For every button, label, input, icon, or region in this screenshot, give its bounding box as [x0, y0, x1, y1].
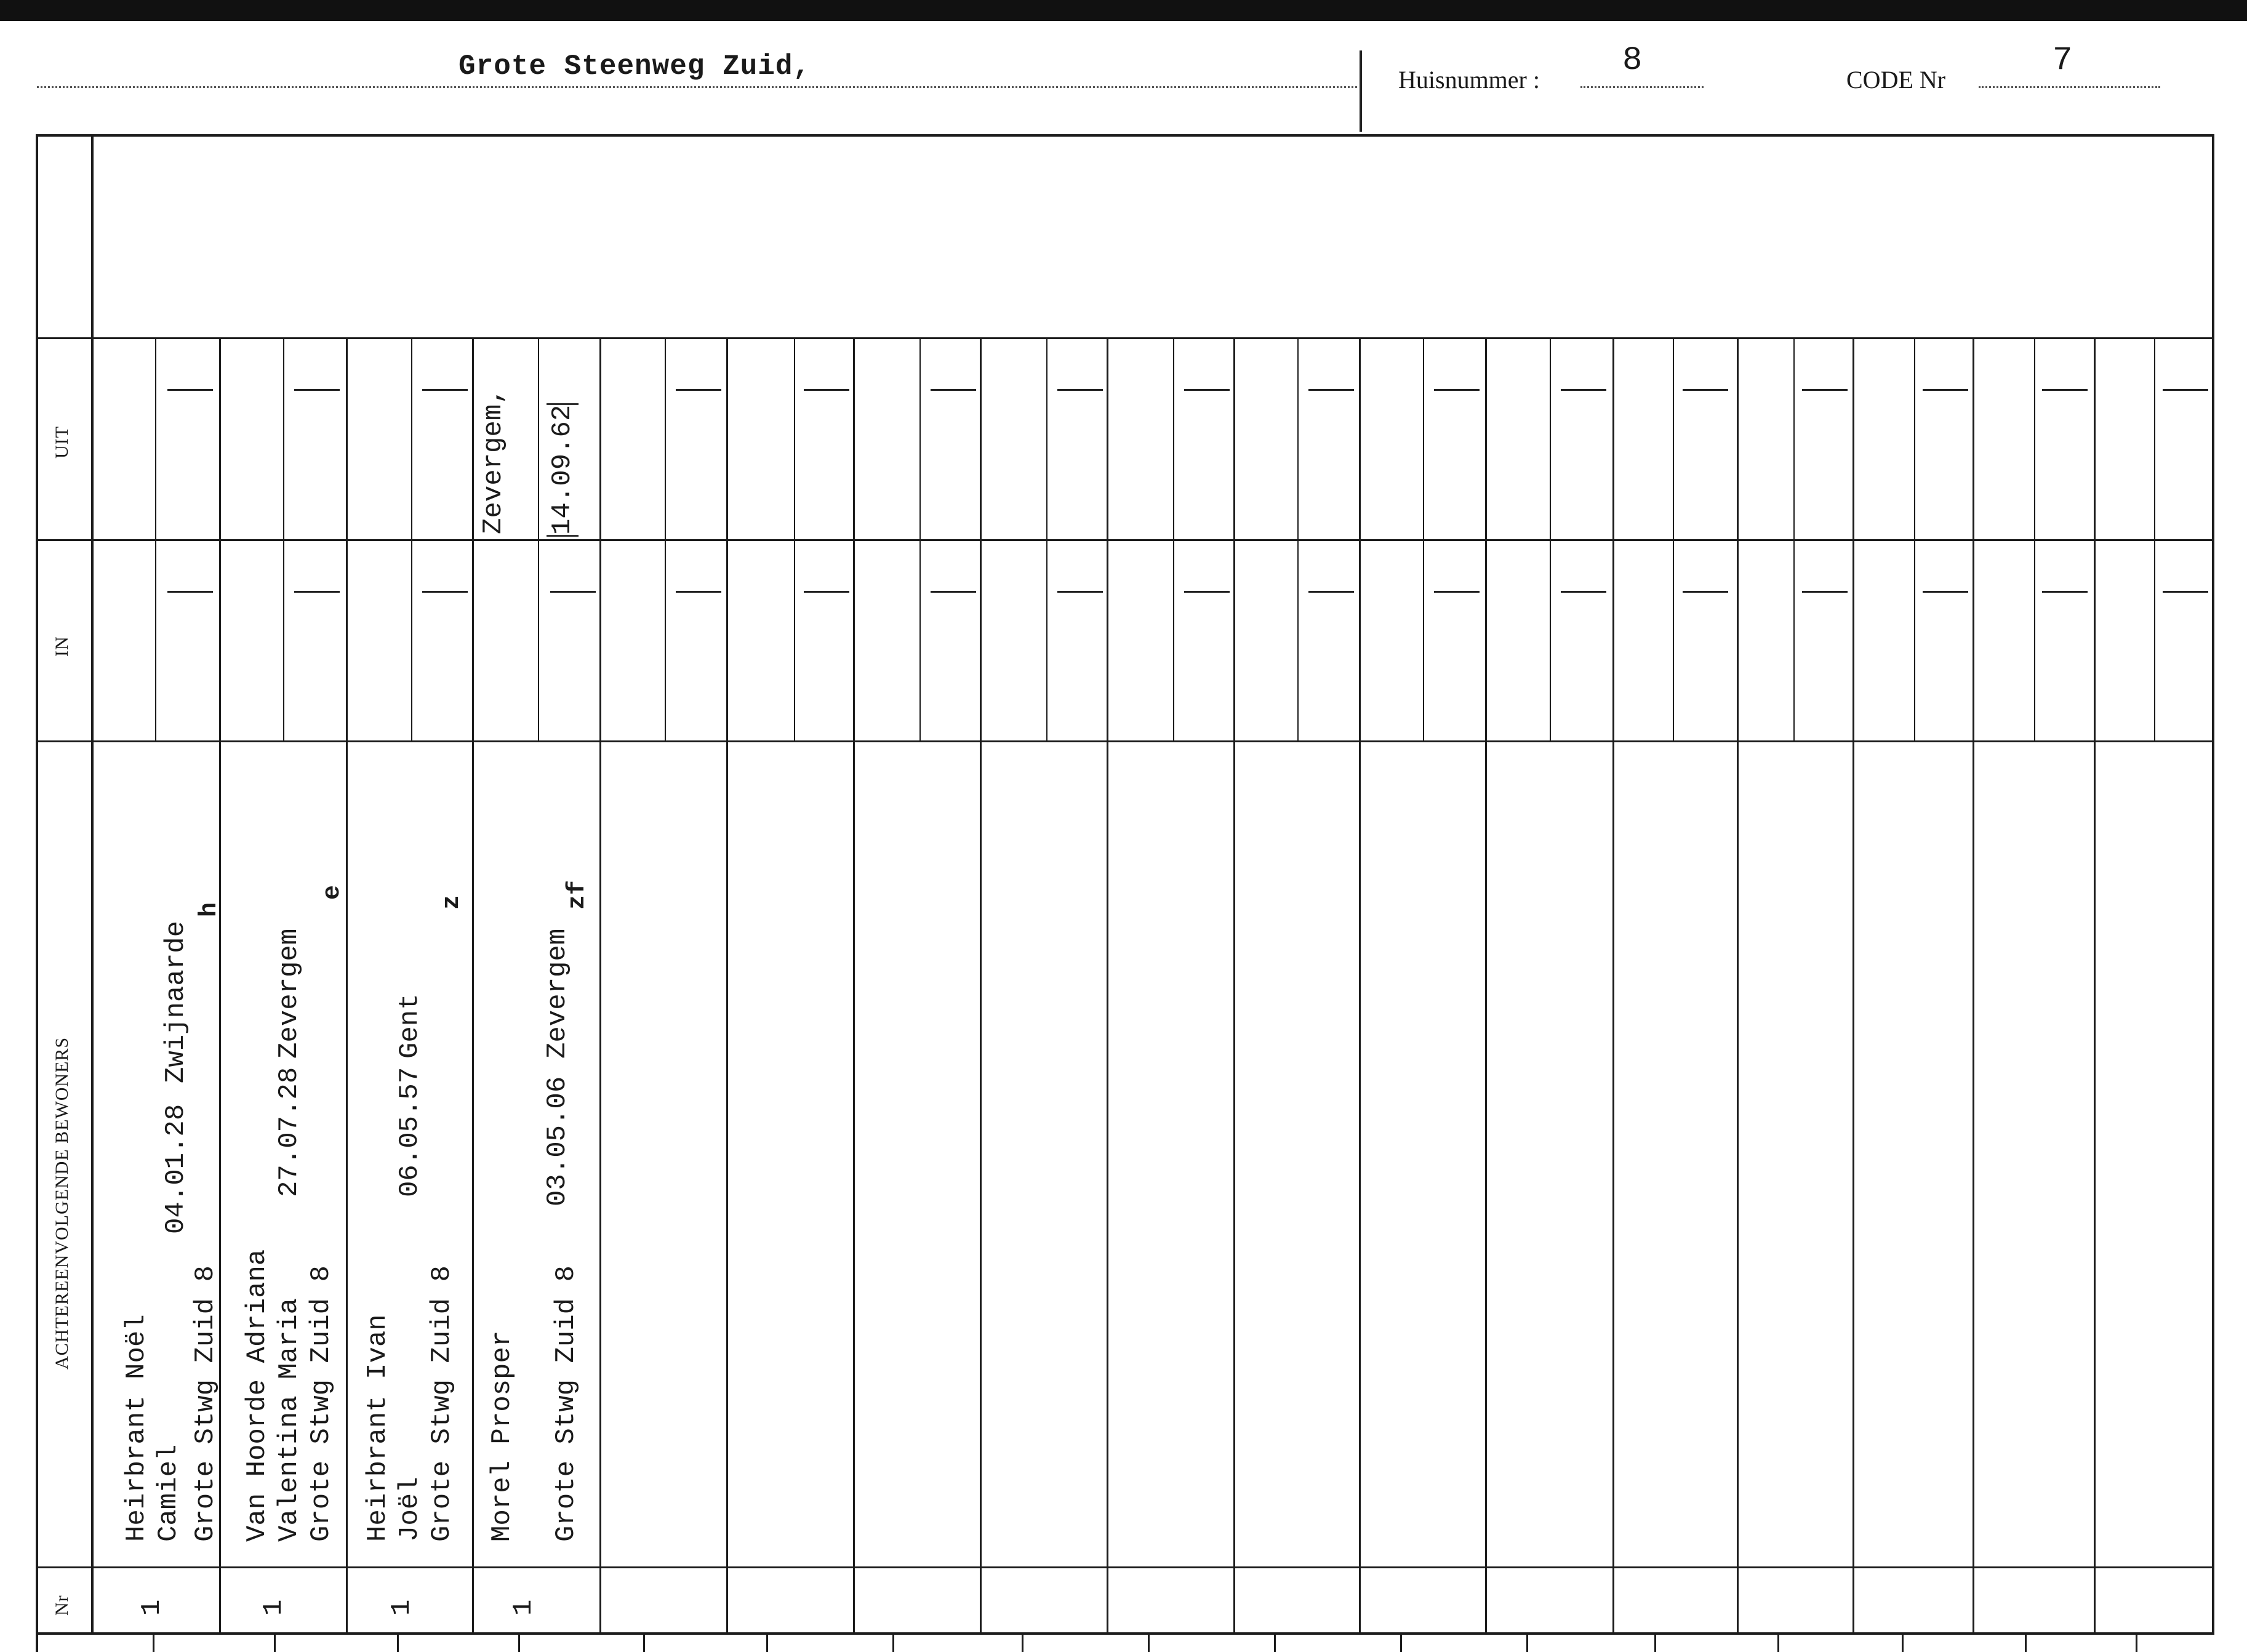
code-number-value: 7 — [2053, 42, 2073, 79]
scan-top-edge — [0, 0, 2247, 21]
in-dash-15 — [1923, 591, 1968, 593]
column-line-15 — [1973, 337, 1974, 1635]
street-name: Grote Steenweg Zuid, — [459, 50, 811, 82]
house-number-underline — [1580, 86, 1704, 88]
resident-1-mark: h — [196, 902, 223, 917]
resident-2-name-line1: Van Hoorde Adriana — [242, 1249, 273, 1542]
sub-column-line-15 — [1914, 337, 1915, 741]
row-separator-bewoners — [36, 740, 2214, 742]
bottom-tick-1 — [153, 1634, 154, 1652]
in-dash-5 — [676, 591, 721, 593]
section-in-label: IN — [52, 636, 72, 657]
house-number-label: Huisnummer : — [1398, 66, 1540, 94]
uit-dash-11 — [1434, 389, 1480, 391]
uit-dash-7 — [931, 389, 976, 391]
resident-1-nr: 1 — [137, 1599, 167, 1616]
in-dash-2 — [294, 591, 340, 593]
section-bewoners-label: ACHTEREENVOLGENDE BEWONERS — [52, 1037, 72, 1369]
resident-3-date: 06.05.57 — [395, 1067, 425, 1197]
header-divider — [1360, 50, 1362, 132]
uit-dash-1 — [167, 389, 213, 391]
resident-2-birthplace: Zevergem — [274, 928, 305, 1059]
column-line-12 — [1612, 337, 1614, 1635]
in-dash-7 — [931, 591, 976, 593]
sub-column-line-5 — [665, 337, 666, 741]
column-line-14 — [1852, 337, 1854, 1635]
code-number-label: CODE Nr — [1846, 66, 1946, 94]
bottom-tick-2 — [274, 1634, 276, 1652]
in-dash-17 — [2163, 591, 2208, 593]
in-dash-16 — [2042, 591, 2088, 593]
uit-dash-8 — [1057, 389, 1103, 391]
row-separator-nr — [36, 1566, 2214, 1568]
sub-column-line-7 — [919, 337, 921, 741]
resident-4-nr: 1 — [508, 1599, 539, 1616]
resident-4-date: 03.05.06 — [542, 1076, 573, 1206]
uit-dash-10 — [1308, 389, 1354, 391]
house-number-value: 8 — [1622, 42, 1643, 79]
bottom-tick-4 — [518, 1634, 520, 1652]
column-line-13 — [1737, 337, 1739, 1635]
resident-2-nr: 1 — [258, 1599, 289, 1616]
resident-1-date: 04.01.28 — [161, 1104, 191, 1234]
uit-dash-12 — [1561, 389, 1606, 391]
sub-column-line-14 — [1793, 337, 1795, 741]
bottom-tick-16 — [2025, 1634, 2027, 1652]
sub-column-line-9 — [1173, 337, 1174, 741]
table-top-border — [36, 134, 2214, 137]
sub-column-line-1 — [155, 337, 156, 741]
column-line-2 — [346, 337, 348, 1635]
uit-dash-17 — [2163, 389, 2208, 391]
in-dash-8 — [1057, 591, 1103, 593]
uit-dash-13 — [1683, 389, 1728, 391]
sub-column-line-3 — [411, 337, 412, 741]
uit-place: Zevergem, — [478, 388, 509, 534]
section-uit-label: UIT — [52, 426, 72, 459]
column-line-8 — [1107, 337, 1108, 1635]
sub-column-line-2 — [283, 337, 284, 741]
bottom-tick-7 — [892, 1634, 894, 1652]
sub-column-line-6 — [794, 337, 795, 741]
uit-date: 14.09.62 — [547, 403, 579, 537]
sub-column-line-16 — [2034, 337, 2035, 741]
uit-dash-3 — [422, 389, 468, 391]
table-left-border — [36, 134, 38, 1652]
uit-dash-9 — [1184, 389, 1230, 391]
bottom-tick-10 — [1274, 1634, 1276, 1652]
resident-4-birthplace: Zevergem — [542, 928, 573, 1059]
sub-column-line-10 — [1297, 337, 1299, 741]
in-dash-11 — [1434, 591, 1480, 593]
bottom-tick-17 — [2136, 1634, 2137, 1652]
bottom-tick-9 — [1148, 1634, 1150, 1652]
street-underline — [37, 86, 1357, 88]
row-separator-uit — [36, 337, 2214, 339]
in-dash-14 — [1802, 591, 1848, 593]
column-line-16 — [2094, 337, 2096, 1635]
sub-column-line-8 — [1046, 337, 1047, 741]
uit-dash-6 — [804, 389, 849, 391]
sub-column-line-12 — [1550, 337, 1551, 741]
sub-column-line-13 — [1673, 337, 1674, 741]
label-column-border — [91, 134, 94, 1635]
bottom-tick-11 — [1400, 1634, 1402, 1652]
resident-1-name-line1: Heirbrant Noël — [121, 1314, 152, 1542]
resident-3-birthplace: Gent — [395, 993, 425, 1059]
uit-dash-16 — [2042, 389, 2088, 391]
in-dash-3 — [422, 591, 468, 593]
bottom-tick-3 — [397, 1634, 399, 1652]
sub-column-line-11 — [1423, 337, 1424, 741]
column-line-6 — [853, 337, 855, 1635]
sub-column-line-17 — [2154, 337, 2155, 741]
bottom-tick-6 — [766, 1634, 768, 1652]
resident-4-address: Grote Stwg Zuid 8 — [551, 1265, 582, 1542]
table-right-border — [2212, 134, 2214, 1635]
resident-2-date: 27.07.28 — [274, 1067, 305, 1197]
sub-column-line-4 — [538, 337, 539, 741]
uit-dash-15 — [1923, 389, 1968, 391]
resident-1-address: Grote Stwg Zuid 8 — [190, 1265, 221, 1542]
uit-dash-14 — [1802, 389, 1848, 391]
in-dash-4 — [550, 591, 596, 593]
in-dash-6 — [804, 591, 849, 593]
column-line-4 — [599, 337, 601, 1635]
bottom-tick-12 — [1526, 1634, 1528, 1652]
resident-2-name-line2: Valentina Maria — [274, 1297, 305, 1542]
in-dash-10 — [1308, 591, 1354, 593]
bottom-tick-5 — [643, 1634, 645, 1652]
resident-3-address: Grote Stwg Zuid 8 — [427, 1265, 457, 1542]
column-line-7 — [980, 337, 982, 1635]
resident-2-address: Grote Stwg Zuid 8 — [306, 1265, 337, 1542]
table-bottom-border — [36, 1632, 2214, 1635]
column-line-9 — [1233, 337, 1235, 1635]
column-line-11 — [1485, 337, 1487, 1635]
resident-3-mark: z — [438, 894, 466, 910]
resident-1-birthplace: Zwijnaarde — [161, 920, 191, 1083]
resident-3-nr: 1 — [387, 1599, 417, 1616]
row-separator-in — [36, 539, 2214, 541]
bottom-tick-15 — [1902, 1634, 1904, 1652]
resident-3-name-line2: Joël — [395, 1477, 425, 1542]
column-line-10 — [1359, 337, 1361, 1635]
column-line-5 — [726, 337, 728, 1635]
resident-1-name-line2: Camiel — [153, 1444, 184, 1542]
uit-dash-5 — [676, 389, 721, 391]
resident-4-mark: zf — [564, 880, 591, 910]
code-number-underline — [1979, 86, 2160, 88]
section-nr-label: Nr — [52, 1595, 72, 1616]
bottom-tick-8 — [1022, 1634, 1023, 1652]
column-line-3 — [472, 337, 474, 1635]
uit-dash-2 — [294, 389, 340, 391]
in-dash-13 — [1683, 591, 1728, 593]
in-dash-1 — [167, 591, 213, 593]
bottom-tick-14 — [1777, 1634, 1779, 1652]
resident-4-name-line1: Morel Prosper — [487, 1330, 518, 1542]
in-dash-9 — [1184, 591, 1230, 593]
resident-2-mark: e — [319, 884, 346, 900]
resident-3-name-line1: Heirbrant Ivan — [362, 1314, 393, 1542]
bottom-tick-13 — [1654, 1634, 1656, 1652]
in-dash-12 — [1561, 591, 1606, 593]
